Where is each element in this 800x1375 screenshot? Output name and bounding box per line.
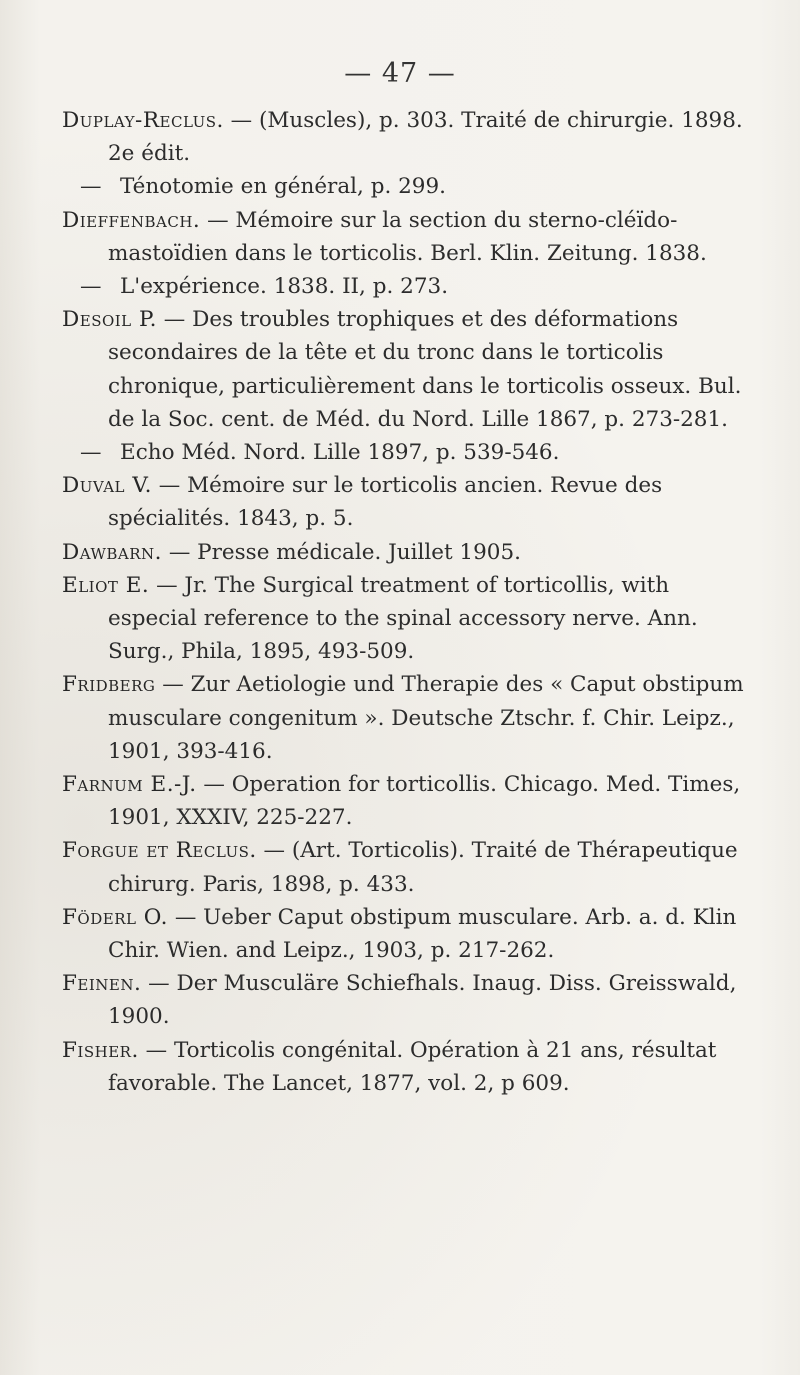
ditto-dash: — <box>80 174 102 200</box>
reference-author: Fisher. <box>62 1037 139 1063</box>
reference-text: — Zur Aetiologie und Therapie des « Caput obstipum musculare congenitum ». Deutsche Ztschr. f. Chir. Leipz., 1901, 393-416. <box>108 672 744 764</box>
reference-text: — Ueber Caput obstipum musculare. Arb. a. d. Klin Chir. Wien. and Leipz., 1903, p. 217-262. <box>108 904 737 964</box>
reference-author: Feinen. <box>62 971 142 997</box>
reference-text: Echo Méd. Nord. Lille 1897, p. 539-546. <box>120 440 560 466</box>
reference-entry <box>62 967 752 1033</box>
reference-entry <box>62 469 752 535</box>
reference-entry <box>62 1034 752 1100</box>
reference-author: Duplay-Reclus. <box>62 108 224 133</box>
reference-text: — (Muscles), p. 303. Traité de chirurgie. 1898. 2e édit. <box>108 108 743 167</box>
reference-entry <box>62 170 752 203</box>
reference-author: Dawbarn. <box>62 539 162 565</box>
reference-text: — Mémoire sur la section du sterno-cléïdo-mastoïdien dans le torticolis. Berl. Klin. Zeitung. 1838. <box>108 207 707 266</box>
reference-entry <box>62 303 752 436</box>
reference-text: Ténotomie en général, p. 299. <box>120 174 446 200</box>
reference-author: Eliot E. <box>62 572 150 598</box>
reference-entry <box>62 768 752 834</box>
reference-text: — (Art. Torticolis). Traité de Thérapeutique chirurg. Paris, 1898, p. 433. <box>108 838 738 897</box>
reference-author: Dieffenbach. <box>62 207 201 233</box>
reference-entry <box>62 536 752 569</box>
reference-text: — Jr. The Surgical treatment of torticollis, with especial reference to the spinal accessory nerve. Ann. Surg., Phila, 1895, 493-509. <box>108 572 698 665</box>
reference-entry <box>62 668 752 768</box>
ditto-dash: — <box>80 274 102 300</box>
reference-entry <box>62 104 752 170</box>
reference-author: Desoil P. <box>62 307 157 333</box>
ditto-dash: — <box>80 440 102 466</box>
reference-author: Duval V. <box>62 473 152 499</box>
reference-author: Forgue et Reclus. <box>62 838 257 864</box>
reference-author: Farnum E.-J. <box>62 772 197 798</box>
reference-entry <box>62 901 752 967</box>
reference-author: Föderl O. <box>62 904 168 930</box>
reference-entry <box>62 834 752 900</box>
reference-text: L'expérience. 1838. II, p. 273. <box>120 274 449 300</box>
reference-text: — Der Musculäre Schiefhals. Inaug. Diss. Greisswald, 1900. <box>108 971 737 1030</box>
page-number: — 47 — <box>344 58 456 89</box>
reference-text: — Presse médicale. Juillet 1905. <box>162 539 521 565</box>
reference-text: — Operation for torticollis. Chicago. Med. Times, 1901, XXXIV, 225-227. <box>108 772 741 831</box>
reference-text: — Torticolis congénital. Opération à 21 ans, résultat favorable. The Lancet, 1877, vol. 2, p 609. <box>108 1037 717 1096</box>
reference-text: — Mémoire sur le torticolis ancien. Revue des spécialités. 1843, p. 5. <box>108 473 663 532</box>
reference-entry <box>62 204 752 270</box>
reference-entry <box>62 436 752 469</box>
bibliography <box>62 104 752 1100</box>
reference-entry <box>62 569 752 669</box>
reference-entry <box>62 270 752 303</box>
reference-text: — Des troubles trophiques et des déformations secondaires de la tête et du tronc dans le torticolis chronique, particulièrement dans le torticolis osseux. Bul. de la Soc. cent. de Méd. du Nord. Lille 1867, p. 273-281. <box>108 307 742 432</box>
reference-author: Fridberg <box>62 672 156 698</box>
